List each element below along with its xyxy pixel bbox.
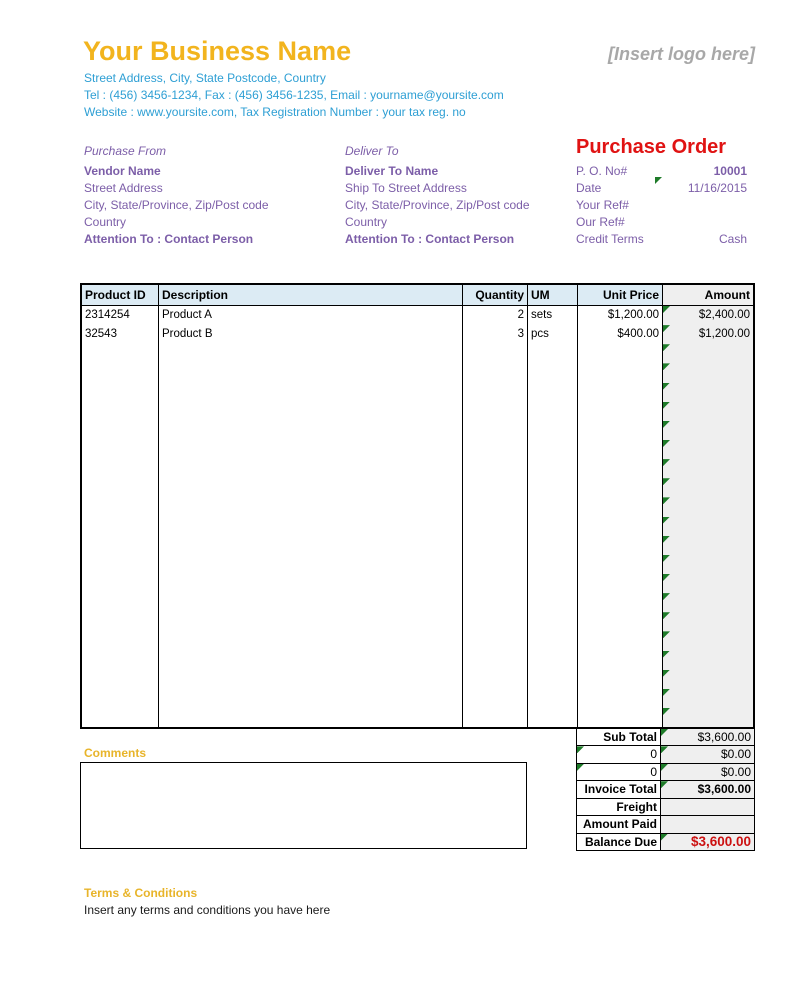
error-flag-icon: [663, 325, 670, 332]
cell-product-id: 32543: [82, 325, 159, 344]
cell-amount: [663, 593, 753, 612]
totals-row: [577, 834, 754, 850]
cell-product-id: [82, 344, 159, 363]
purchase-from-line: Street Address: [84, 181, 163, 195]
cell-unit-price: [578, 459, 663, 478]
cell-quantity: [463, 344, 528, 363]
error-flag-icon: [663, 689, 670, 696]
cell-product-id: [82, 497, 159, 516]
totals-table: [576, 729, 755, 851]
table-row: [82, 421, 753, 440]
totals-value: [661, 816, 754, 832]
cell-unit-price: [578, 574, 663, 593]
table-row: [82, 344, 753, 363]
error-flag-icon: [663, 306, 670, 313]
cell-quantity: [463, 689, 528, 708]
table-row: [82, 440, 753, 459]
error-flag-icon: [663, 402, 670, 409]
cell-um: [528, 574, 578, 593]
error-flag-icon: [661, 729, 668, 736]
cell-product-id: [82, 478, 159, 497]
error-flag-icon: [663, 574, 670, 581]
cell-amount: [663, 536, 753, 555]
cell-um: [528, 631, 578, 650]
cell-unit-price: [578, 593, 663, 612]
cell-unit-price: [578, 517, 663, 536]
totals-row: [577, 764, 754, 781]
error-flag-icon: [577, 764, 584, 771]
error-flag-icon: [663, 517, 670, 524]
error-flag-icon: [663, 708, 670, 715]
error-flag-icon: [663, 593, 670, 600]
order-info-label: Date: [576, 181, 602, 195]
error-flag-icon: [663, 344, 670, 351]
deliver-to-line: Country: [345, 215, 388, 229]
cell-description: [159, 459, 463, 478]
cell-unit-price: [578, 344, 663, 363]
error-flag-icon: [663, 497, 670, 504]
cell-amount: $2,400.00: [663, 306, 753, 325]
cell-um: pcs: [528, 325, 578, 344]
cell-amount: [663, 555, 753, 574]
error-flag-icon: [663, 478, 670, 485]
totals-label: Balance Due: [577, 834, 661, 850]
error-flag-icon: [663, 612, 670, 619]
cell-product-id: [82, 363, 159, 382]
error-flag-icon: [663, 536, 670, 543]
cell-unit-price: $400.00: [578, 325, 663, 344]
error-flag-icon: [663, 383, 670, 390]
totals-row: [577, 729, 754, 746]
cell-description: [159, 497, 463, 516]
totals-value: $0.00: [661, 746, 754, 762]
cell-description: [159, 651, 463, 670]
purchase-from-line: Vendor Name: [84, 164, 161, 178]
error-flag-icon: [663, 440, 670, 447]
cell-product-id: [82, 402, 159, 421]
comments-box[interactable]: [80, 762, 527, 849]
cell-product-id: [82, 536, 159, 555]
cell-description: [159, 612, 463, 631]
cell-product-id: [82, 612, 159, 631]
cell-um: [528, 402, 578, 421]
order-info-row: [576, 180, 747, 197]
cell-unit-price: [578, 708, 663, 727]
cell-description: [159, 574, 463, 593]
business-contact-line: Tel : (456) 3456-1234, Fax : (456) 3456-1235, Email : yourname@yoursite.com: [84, 88, 504, 102]
order-info-label: Your Ref#: [576, 198, 629, 212]
cell-quantity: [463, 497, 528, 516]
cell-um: [528, 689, 578, 708]
error-flag-icon: [663, 555, 670, 562]
cell-amount: [663, 383, 753, 402]
totals-value: $3,600.00: [661, 781, 754, 797]
cell-product-id: [82, 459, 159, 478]
cell-um: [528, 363, 578, 382]
column-header-amount: Amount: [663, 285, 753, 305]
cell-quantity: [463, 459, 528, 478]
cell-description: [159, 670, 463, 689]
cell-quantity: [463, 517, 528, 536]
error-flag-icon: [661, 834, 668, 841]
error-flag-icon: [661, 781, 668, 788]
cell-um: [528, 555, 578, 574]
cell-unit-price: [578, 612, 663, 631]
cell-product-id: [82, 689, 159, 708]
table-row: [82, 555, 753, 574]
order-info-value: 10001: [713, 164, 747, 178]
cell-um: [528, 440, 578, 459]
deliver-to-section: [345, 143, 595, 248]
table-row: [82, 651, 753, 670]
cell-um: [528, 421, 578, 440]
cell-unit-price: [578, 631, 663, 650]
totals-row: [577, 781, 754, 798]
cell-description: [159, 555, 463, 574]
cell-quantity: [463, 383, 528, 402]
cell-amount: [663, 517, 753, 536]
error-flag-icon: [661, 764, 668, 771]
cell-unit-price: [578, 421, 663, 440]
totals-label: Freight: [577, 799, 661, 815]
cell-description: [159, 689, 463, 708]
cell-description: [159, 708, 463, 727]
column-header-product-id: Product ID: [82, 285, 159, 305]
order-info-row: [576, 214, 747, 231]
table-row: [82, 383, 753, 402]
cell-um: [528, 517, 578, 536]
cell-product-id: [82, 440, 159, 459]
page-title: Purchase Order: [576, 136, 727, 158]
cell-unit-price: [578, 497, 663, 516]
items-table-header: [82, 285, 753, 306]
cell-amount: [663, 363, 753, 382]
cell-description: [159, 440, 463, 459]
cell-unit-price: [578, 555, 663, 574]
cell-amount: [663, 574, 753, 593]
cell-unit-price: [578, 440, 663, 459]
order-info-value: Cash: [718, 232, 747, 246]
cell-amount: [663, 689, 753, 708]
cell-description: [159, 478, 463, 497]
business-website-line: Website : www.yoursite.com, Tax Registration Number : your tax reg. no: [84, 105, 466, 119]
cell-description: [159, 344, 463, 363]
cell-product-id: [82, 708, 159, 727]
totals-label: Invoice Total: [577, 781, 661, 797]
cell-product-id: [82, 631, 159, 650]
cell-unit-price: [578, 536, 663, 555]
cell-description: [159, 517, 463, 536]
table-row: [82, 517, 753, 536]
cell-description: [159, 631, 463, 650]
cell-quantity: [463, 363, 528, 382]
cell-description: [159, 421, 463, 440]
cell-amount: [663, 440, 753, 459]
cell-um: sets: [528, 306, 578, 325]
cell-um: [528, 708, 578, 727]
cell-quantity: [463, 593, 528, 612]
cell-quantity: [463, 402, 528, 421]
order-info: [576, 163, 747, 248]
column-header-quantity: Quantity: [463, 285, 528, 305]
order-info-label: P. O. No#: [576, 164, 628, 178]
cell-amount: [663, 459, 753, 478]
deliver-to-line: Deliver To Name: [345, 164, 439, 178]
cell-description: [159, 383, 463, 402]
cell-description: Product B: [159, 325, 463, 344]
terms-conditions-text: Insert any terms and conditions you have here: [84, 903, 331, 917]
cell-quantity: [463, 612, 528, 631]
cell-product-id: 2314254: [82, 306, 159, 325]
cell-amount: [663, 651, 753, 670]
cell-unit-price: [578, 670, 663, 689]
terms-conditions-label: Terms & Conditions: [84, 886, 198, 900]
table-row: [82, 306, 753, 325]
order-info-label: Credit Terms: [576, 232, 644, 246]
column-header-description: Description: [159, 285, 463, 305]
cell-amount: [663, 612, 753, 631]
deliver-to-line: City, State/Province, Zip/Post code: [345, 198, 530, 212]
cell-quantity: 2: [463, 306, 528, 325]
cell-product-id: [82, 383, 159, 402]
cell-product-id: [82, 651, 159, 670]
totals-value: [661, 799, 754, 815]
cell-quantity: [463, 670, 528, 689]
purchase-from-section: [84, 143, 334, 248]
purchase-from-line: Country: [84, 215, 127, 229]
order-info-row: [576, 231, 747, 248]
cell-quantity: [463, 421, 528, 440]
table-row: [82, 689, 753, 708]
cell-product-id: [82, 517, 159, 536]
totals-value: $0.00: [661, 764, 754, 780]
purchase-from-label: Purchase From: [84, 144, 167, 158]
table-row: [82, 708, 753, 727]
totals-row: [577, 746, 754, 763]
cell-description: [159, 363, 463, 382]
cell-quantity: [463, 440, 528, 459]
cell-um: [528, 670, 578, 689]
cell-product-id: [82, 593, 159, 612]
cell-um: [528, 383, 578, 402]
deliver-to-line: Attention To : Contact Person: [345, 232, 515, 246]
deliver-to-line: Ship To Street Address: [345, 181, 467, 195]
table-row: [82, 363, 753, 382]
cell-amount: [663, 631, 753, 650]
cell-um: [528, 478, 578, 497]
cell-amount: [663, 402, 753, 421]
logo-placeholder: [Insert logo here]: [607, 44, 755, 64]
cell-unit-price: [578, 383, 663, 402]
deliver-to-label: Deliver To: [345, 144, 399, 158]
cell-product-id: [82, 670, 159, 689]
cell-unit-price: [578, 651, 663, 670]
totals-label: 0: [577, 746, 661, 762]
cell-quantity: 3: [463, 325, 528, 344]
column-header-unit-price: Unit Price: [578, 285, 663, 305]
cell-um: [528, 593, 578, 612]
table-row: [82, 593, 753, 612]
cell-amount: [663, 670, 753, 689]
cell-amount: [663, 344, 753, 363]
table-row: [82, 402, 753, 421]
error-flag-icon: [577, 746, 584, 753]
cell-quantity: [463, 555, 528, 574]
table-row: [82, 497, 753, 516]
cell-um: [528, 459, 578, 478]
purchase-from-line: Attention To : Contact Person: [84, 232, 254, 246]
cell-um: [528, 497, 578, 516]
comments-label: Comments: [84, 746, 147, 760]
table-row: [82, 670, 753, 689]
cell-description: Product A: [159, 306, 463, 325]
business-name: Your Business Name: [83, 36, 352, 66]
cell-um: [528, 344, 578, 363]
items-table: [80, 283, 755, 729]
totals-row: [577, 816, 754, 833]
error-flag-icon: [661, 746, 668, 753]
cell-product-id: [82, 555, 159, 574]
table-row: [82, 478, 753, 497]
table-row: [82, 631, 753, 650]
cell-amount: [663, 497, 753, 516]
cell-quantity: [463, 536, 528, 555]
cell-description: [159, 593, 463, 612]
error-flag-icon: [663, 421, 670, 428]
totals-label: Amount Paid: [577, 816, 661, 832]
error-flag-icon: [663, 459, 670, 466]
cell-amount: $1,200.00: [663, 325, 753, 344]
cell-product-id: [82, 574, 159, 593]
cell-unit-price: [578, 402, 663, 421]
order-info-value: 11/16/2015: [687, 181, 747, 195]
cell-unit-price: [578, 478, 663, 497]
cell-quantity: [463, 478, 528, 497]
cell-quantity: [463, 574, 528, 593]
table-row: [82, 325, 753, 344]
error-flag-icon: [663, 670, 670, 677]
cell-quantity: [463, 651, 528, 670]
cell-unit-price: [578, 363, 663, 382]
table-row: [82, 459, 753, 478]
table-row: [82, 536, 753, 555]
cell-description: [159, 402, 463, 421]
cell-unit-price: [578, 689, 663, 708]
cell-quantity: [463, 631, 528, 650]
order-info-label: Our Ref#: [576, 215, 625, 229]
cell-product-id: [82, 421, 159, 440]
order-info-row: [576, 197, 747, 214]
error-flag-icon: [663, 651, 670, 658]
totals-label: Sub Total: [577, 729, 661, 745]
totals-value: $3,600.00: [661, 834, 754, 850]
table-row: [82, 574, 753, 593]
cell-amount: [663, 421, 753, 440]
cell-quantity: [463, 708, 528, 727]
cell-um: [528, 612, 578, 631]
error-flag-icon: [663, 631, 670, 638]
cell-um: [528, 651, 578, 670]
purchase-from-line: City, State/Province, Zip/Post code: [84, 198, 269, 212]
business-address-line: Street Address, City, State Postcode, Country: [84, 71, 326, 85]
cell-unit-price: $1,200.00: [578, 306, 663, 325]
error-flag-icon: [663, 363, 670, 370]
cell-um: [528, 536, 578, 555]
cell-amount: [663, 708, 753, 727]
cell-description: [159, 536, 463, 555]
table-row: [82, 612, 753, 631]
cell-amount: [663, 478, 753, 497]
column-header-um: UM: [528, 285, 578, 305]
totals-value: $3,600.00: [661, 729, 754, 745]
totals-label: 0: [577, 764, 661, 780]
totals-row: [577, 799, 754, 816]
